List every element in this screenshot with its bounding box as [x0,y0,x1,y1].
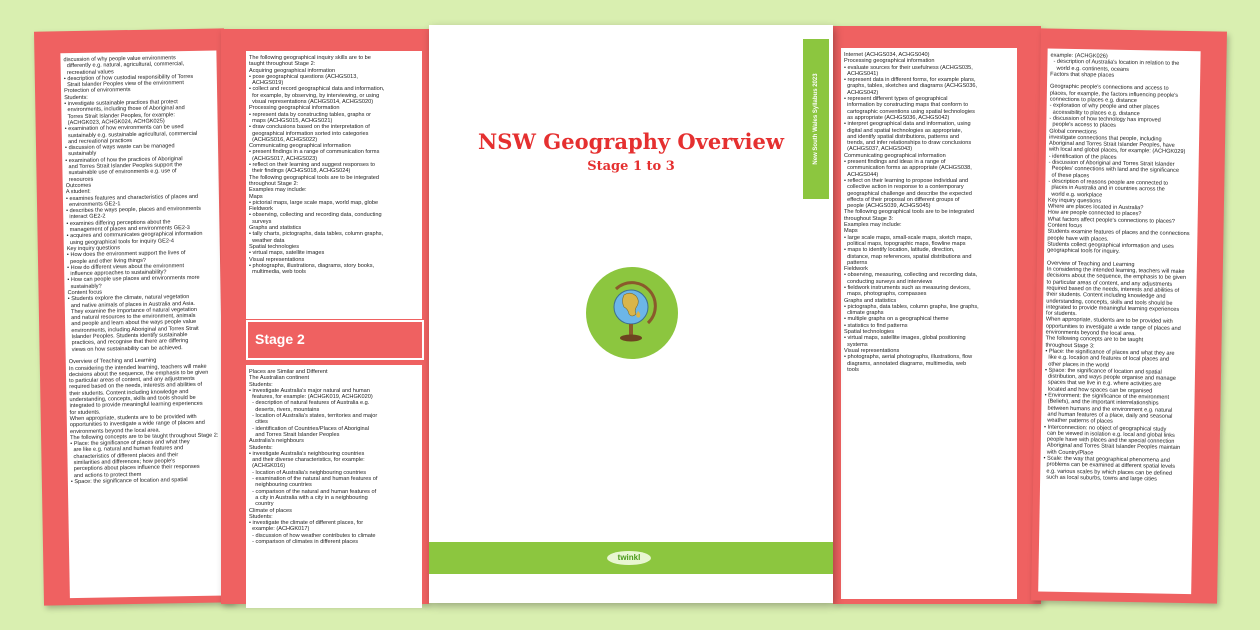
page-footer: NSW Curriculum Overview Booklet Geography [1071,577,1183,585]
side-tab [803,39,829,199]
cover-subtitle: Stage 1 to 3 [587,159,675,174]
side-tab-label: New South Wales Syllabus 2023 [813,73,819,165]
page-text: Internet (ACHGS034, ACHGS040) Processing geographical information • evaluate sources for their usefulness (ACHGS035, ACHGS041) • represent data in different forms, for example plans, graphs, tables, sketches and diagrams (ACHGS036, ACHGS042) • represent different types of geographical information by constructing maps that conform to cartographic conventions using spatial technologies as appropriate (ACHGS036, ACHGS042) • interpret geographical data and information, using digital and spatial technologies as appropriate, and identify spatial distributions, patterns and trends, and infer relationships to draw conclusions (ACHGS037, ACHGS043) Communicating geographical information • present findings and ideas in a range of communication forms as appropriate (ACHGS038, ACHGS044) • reflect on their learning to propose individual and collective action in response to a contemporary geographical challenge and describe the expected effects of their proposal on different groups of people (ACHGS039, ACHGS045) The following geographical tools are to be integrated throughout Stage 3: Examples may include: Maps • large scale maps, small-scale maps, sketch maps, political maps, topographic maps, flowline maps • maps to identify location, latitude, direction, distance, map references, spatial distributions and patterns Fieldwork • observing, measuring, collecting and recording data, conducting surveys and interviews • fieldwork instruments such as measuring devices, maps, photographs, compasses Graphs and statistics • pictographs, data tables, column graphs, line graphs, climate graphs • multiple graphs on a geographical theme • statistics to find patterns Spatial technologies • virtual maps, satellite images, global positioning systems Visual representations • photographs, aerial photographs, illustrations, flow diagrams, annotated diagrams, multimedia, web tools [844,52,979,373]
stage2-heading-box [246,320,424,360]
page-content-area [246,51,422,344]
booklet-page-left-inner [221,29,429,604]
page-content-area [841,48,1017,599]
globe-badge [586,267,678,359]
page-text: discussion of why people value environments differently e.g. natural, agricultural, commercial, recreational values • description of how custodial responsibility of Torres Strait Islander Peoples view of the environment Protection of environments Students: • investigate sustainable practices that protect environments, including those of Aboriginal and Torres Strait Islander Peoples, for example: (ACHGK023, ACHGK024, ACHGK025) • examination of how environments can be used sustainably e.g. sustainable agricultural, commercial and recreational practices • discussion of ways waste can be managed sustainably • examination of how the practices of Aboriginal and Torres Strait Islander Peoples support the sustainable use of environments e.g. use of resources Outcomes A student: • examines features and characteristics of places and environments GE2-1 • describes the ways people, places and environments interact GE2-2 • examines differing perceptions about the management of places and environments GE2-3 • acquires and communicates geographical information using geographical tools for inquiry GE2-4 Key inquiry questions • How does the environment support the lives of people and other living things? • How do different views about the environment influence approaches to sustainability? • How can people use places and environments more sustainably? Content focus • Students explore the climate, natural vegetation and native animals of places in Australia and Asia. They examine the importance of natural vegetation and natural resources to the environment, animals and people and learn about the ways people value environments, including Aboriginal and Torres Strait Islander Peoples. Students identify sustainable practices, and recognise that there are differing views on how sustainability can be achieved. Overview of Teaching and Learning In considering the intended learning, teachers will make decisions about the sequence, the emphasis to be given to particular areas of content, and any adjustments required based on the needs, interests and abilities of their students. Content including knowledge and understanding, concepts, skills and tools should be integrated to provide meaningful learning experiences for students. When appropriate, students are to be provided with opportunities to investigate a wide range of places and environments beyond the local area. The following concepts are to be taught throughout Stage 2: • Place: the significance of places and what they are like e.g. natural and human features and characteristics of different places and their similarities and differences; how people's perceptions about places influence their responses and actions to protect them • Space: the significance of location and spatial [63,55,219,486]
page-content-area [1038,49,1200,595]
page-text: Places are Similar and Different The Australian continent Students: • investigate Australia's major natural and human features, for example: (ACHGK019, ACHGK020) - description of natural features of Australia e.g. deserts, rivers, mountains - location of Australia's states, territories and major cities - identification of Countries/Places of Aboriginal and Torres Strait Islander Peoples Australia's neighbours Students: • investigate Australia's neighbouring countries and their diverse characteristics, for example: (ACHGK016) - location of Australia's neighbouring countries - examination of the natural and human features of neighbouring countries - comparison of the natural and human features of a city in Australia with a city in a neighbouring country Climate of places Students: • investigate the climate of different places, for example: (ACHGK017) - discussion of how weather contributes to climate - comparison of climates in different places [249,369,378,546]
booklet-page-right-outer [1031,28,1227,603]
page-footer: NSW Curriculum Overview Booklet Geography [870,578,981,584]
twinkl-logo [607,551,651,565]
page-content-area [60,51,225,599]
booklet-page-right-inner [833,26,1041,604]
page-text: The following geographical inquiry skills are to be taught throughout Stage 2: Acquiring geographical information • pose geographical questions (ACHGS013, ACHGS019) • collect and record geographical data and information, for example, by observing, by interviewing, or using visual representations (ACHGS014, ACHGS020) Processing geographical information • represent data by constructing tables, graphs or maps (ACHGS015, ACHGS021) • draw conclusions based on the interpretation of geographical information sorted into categories (ACHGS016, ACHGS022) Communicating geographical information • present findings in a range of communication forms (ACHGS017, ACHGS023) • reflect on their learning and suggest responses to their findings (ACHGS018, ACHGS024) The following geographical tools are to be integrated throughout Stage 2: Examples may include: Maps • pictorial maps, large scale maps, world map, globe Fieldwork • observing, collecting and recording data, conducting surveys Graphs and statistics • tally charts, pictographs, data tables, column graphs, weather data Spatial technologies • virtual maps, satellite images Visual representations • photographs, illustrations, diagrams, story books, multimedia, web tools [249,55,385,276]
logo-text: twinkl [617,553,641,562]
stage2-heading: Stage 2 [255,331,305,347]
page-text: example: (ACHGK026) - description of Australia's location in relation to the world e.g. continents, oceans Factors that shape places Geographic people's connections and access to places, for example, the factors influencing people's connections to places e.g. distance - exploration of why people and other places accessibility to places e.g. distance - discussion of how technology has improved people's access to places Global connections investigate connections that people, including Aboriginal and Torres Strait Islander Peoples, have with local and global places, for example: (ACHGK029) - identification of the places - discussion of Aboriginal and Torres Strait Islander Peoples' connections with land and the significance of these places - description of reasons people are connected to places in Australia and in countries across the world e.g. workplace Key inquiry questions Where are places located in Australia? How are people connected to places? What factors affect people's connections to places? Content focus Students examine features of places and the connections people have with places. Students collect geographical information and uses geographical tools for inquiry. Overview of Teaching and Learning In considering the intended learning, teachers will make decisions about the sequence, the emphasis to be given to particular areas of content, and any adjustments required based on the needs, interests and abilities of their students. Content including knowledge and understanding, concepts, skills and tools should be integrated to provide meaningful learning experiences for students. When appropriate, students are to be provided with opportunities to investigate a wide range of places and environments beyond the local area. The following concepts are to be taught throughout Stage 3: • Place: the significance of places and what they are like e.g. location and features of local places and other places in the world • Space: the significance of location and spatial distribution, and ways people organise and manage spaces that we live in e.g. where activities are located and how spaces can be organised • Environment: the significance of the environment (Beliefs), and the important interrelationships between humans and the environment e.g. natural and human features of a place, daily and seasonal weather patterns of places • Interconnection: no object of geographical study can be viewed in isolation e.g. local and global links people have with places and the special connection Aboriginal and Torres Strait Islander Peoples maintain with Country/Place • Scale: the way that geographical phenomena and problems can be examined at different spatial levels e.g. various scales by which places can be defined such as local suburbs, towns and large cities [1043,52,1190,483]
page-content-area [246,365,422,608]
globe-icon [586,267,678,359]
cover-title: NSW Geography Overview [478,129,784,154]
booklet-page-left-outer [34,28,234,605]
cover-page [429,25,833,603]
